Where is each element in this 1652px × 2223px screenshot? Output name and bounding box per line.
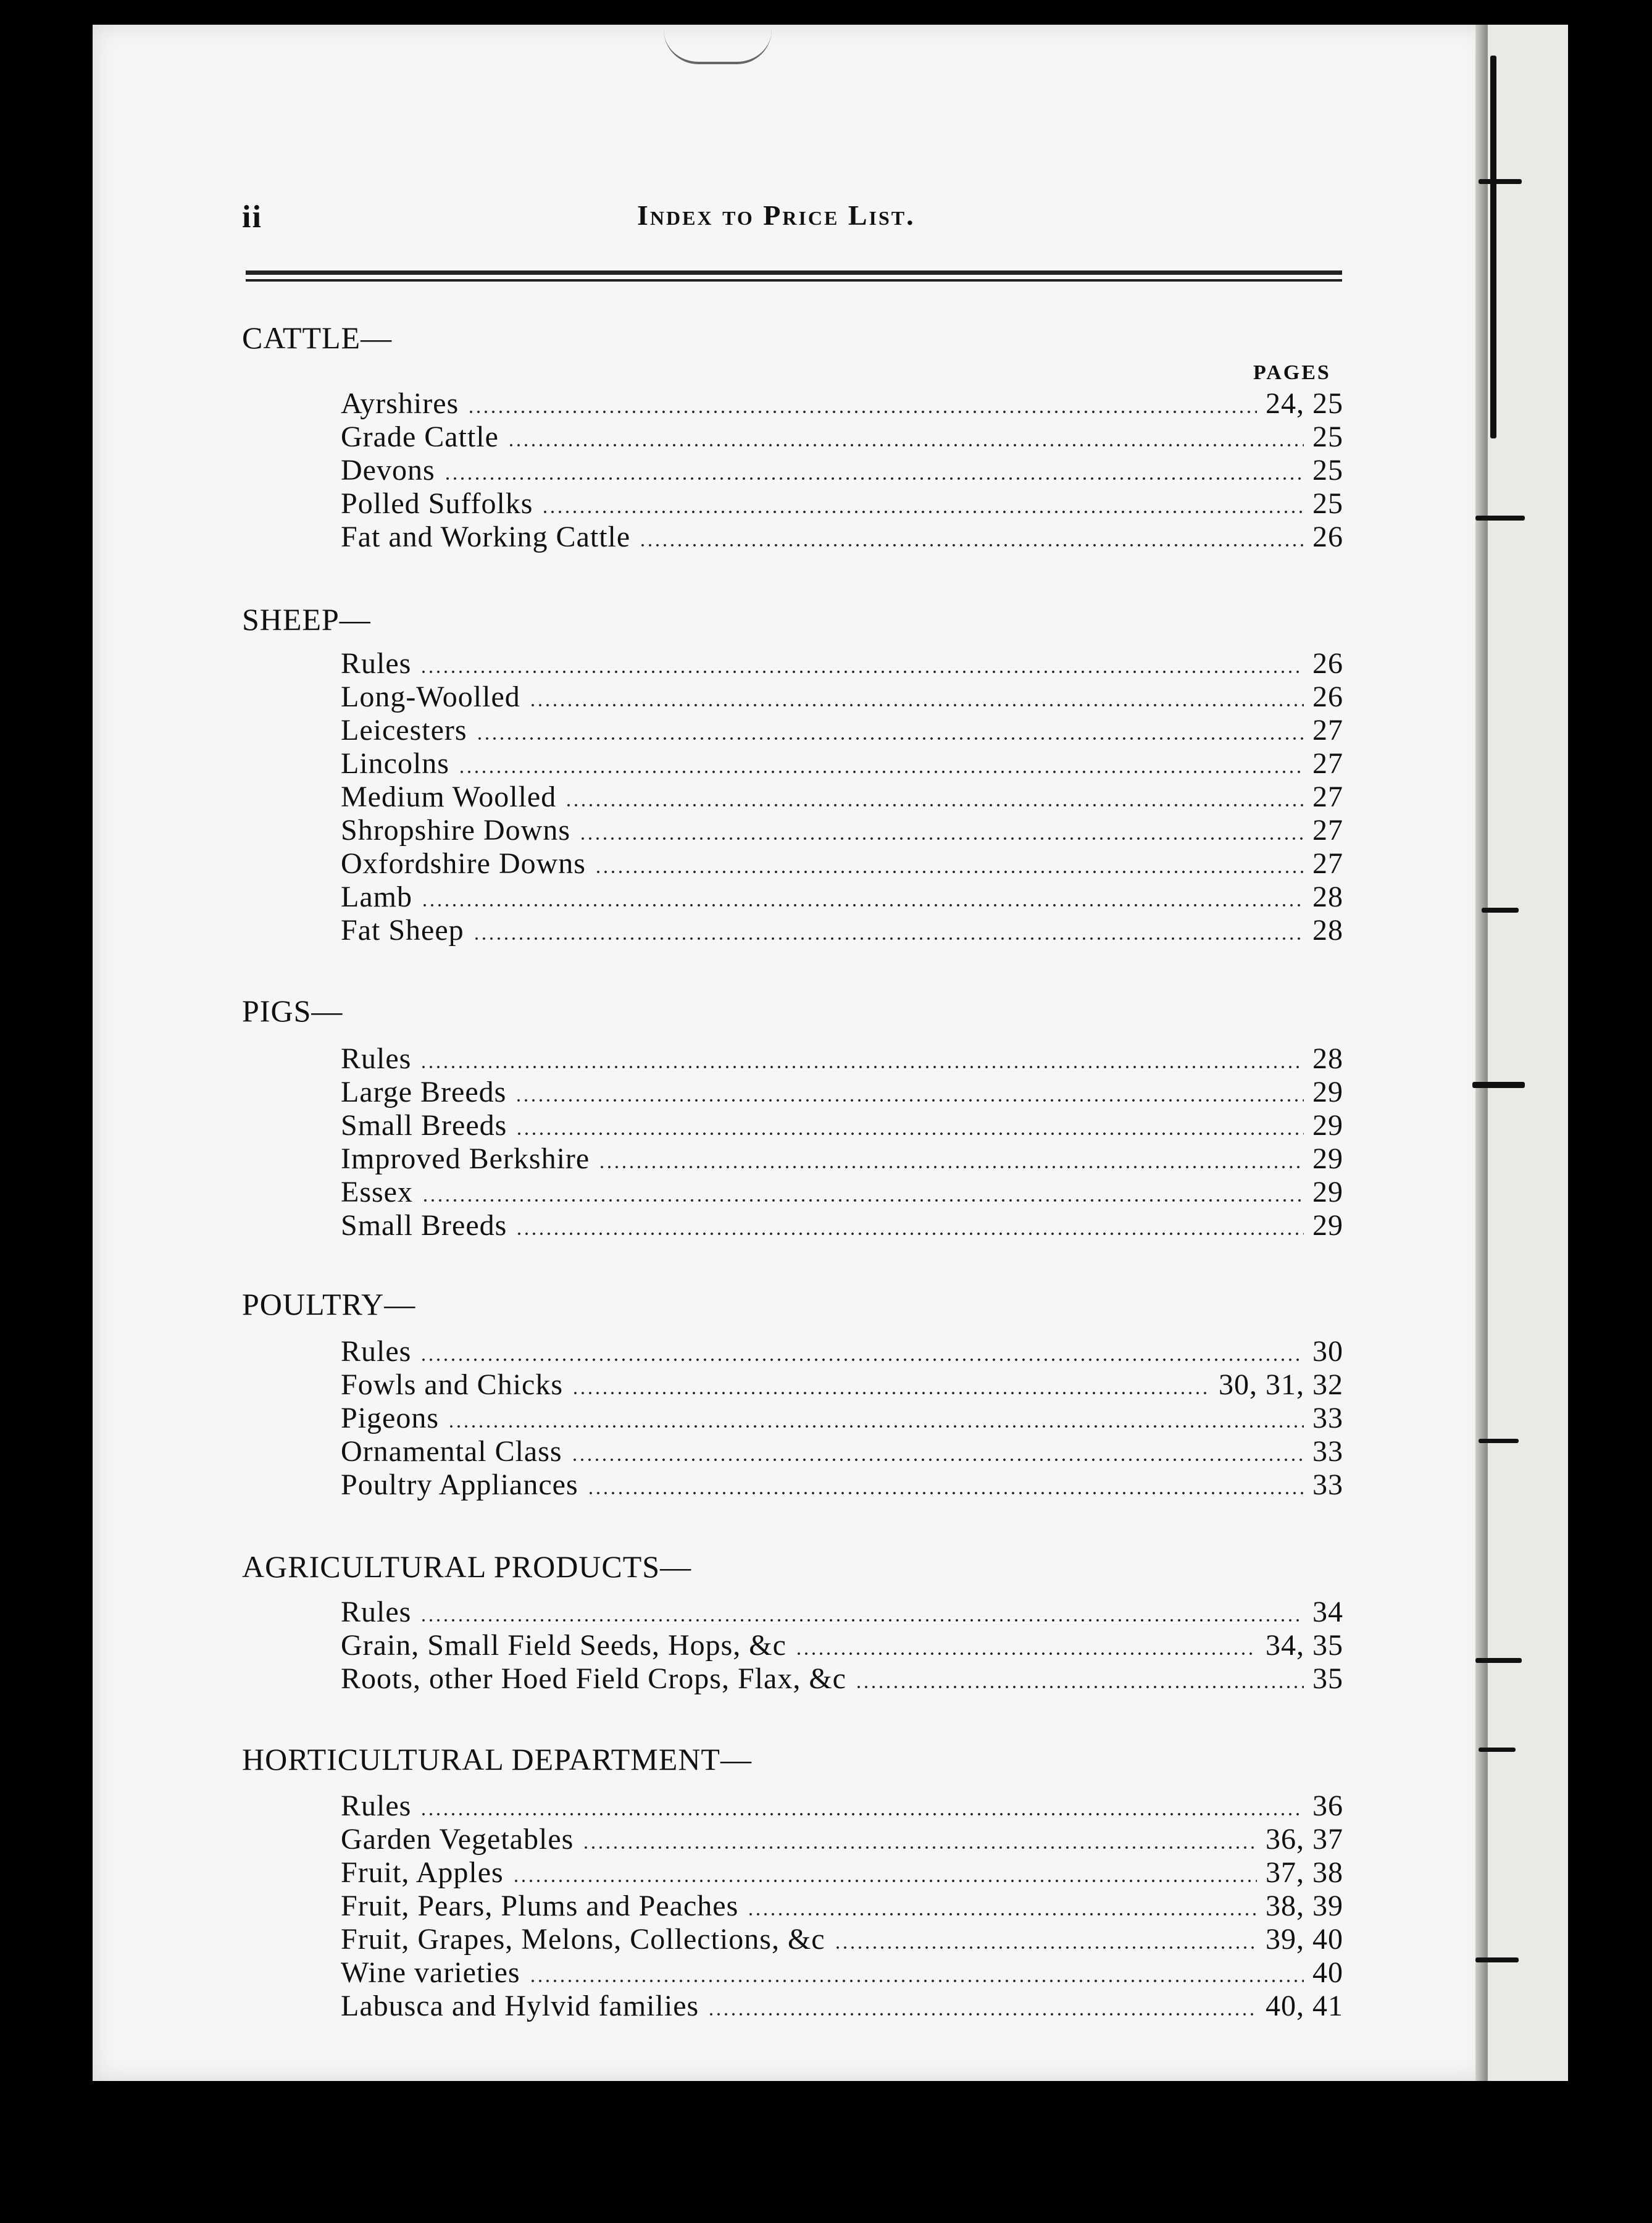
entry-label: Essex [341, 1176, 413, 1208]
entry-pages: 25 [1312, 421, 1343, 453]
index-entry [341, 1990, 1343, 2023]
section-heading-sheep: SHEEP— [242, 602, 371, 637]
dot-leader [598, 1166, 1304, 1168]
binding-thread [1490, 56, 1496, 438]
entry-label: Fruit, Grapes, Melons, Collections, &c [341, 1923, 825, 1956]
stitch-mark [1479, 1439, 1519, 1443]
entry-pages: 27 [1312, 714, 1343, 747]
entry-label: Rules [341, 1042, 412, 1075]
entry-label: Lamb [341, 881, 412, 913]
index-entry [341, 1368, 1343, 1402]
entry-label: Fruit, Pears, Plums and Peaches [341, 1890, 739, 1922]
index-entry [341, 421, 1343, 454]
dot-leader [422, 1199, 1304, 1202]
stitch-mark [1479, 179, 1522, 184]
entry-pages: 36 [1312, 1790, 1343, 1822]
page-header [242, 199, 1342, 236]
index-entry [341, 847, 1343, 881]
entry-pages: 39, 40 [1266, 1923, 1343, 1956]
entry-pages: 28 [1312, 881, 1343, 913]
entry-pages: 27 [1312, 814, 1343, 847]
entry-pages: 27 [1312, 847, 1343, 880]
index-entry [341, 387, 1343, 421]
entry-label: Poultry Appliances [341, 1468, 578, 1501]
entry-pages: 26 [1312, 647, 1343, 680]
entry-label: Fat Sheep [341, 914, 464, 947]
entry-pages: 29 [1312, 1142, 1343, 1175]
entry-pages: 27 [1312, 747, 1343, 780]
entry-pages: 37, 38 [1266, 1856, 1343, 1889]
index-entry [341, 1856, 1343, 1890]
entry-label: Lincolns [341, 747, 449, 780]
entry-pages: 33 [1312, 1435, 1343, 1468]
entry-label: Polled Suffolks [341, 487, 533, 520]
index-entry [341, 1923, 1343, 1956]
entry-label: Devons [341, 454, 435, 487]
dot-leader [512, 1880, 1257, 1882]
entry-pages: 24, 25 [1266, 387, 1343, 420]
entry-pages: 34 [1312, 1596, 1343, 1628]
section-heading-agricultural-products: AGRICULTURAL PRODUCTS— [242, 1549, 692, 1584]
index-entry [341, 1790, 1343, 1823]
dot-leader [529, 1980, 1304, 1982]
entry-label: Labusca and Hylvid families [341, 1990, 699, 2022]
entry-pages: 33 [1312, 1402, 1343, 1434]
entry-label: Small Breeds [341, 1109, 507, 1142]
entry-pages: 27 [1312, 781, 1343, 813]
index-entry [341, 1335, 1343, 1368]
entry-pages: 30 [1312, 1335, 1343, 1368]
dot-leader [420, 1619, 1304, 1622]
index-entry [341, 714, 1343, 747]
dot-leader [565, 804, 1304, 806]
dot-leader [467, 411, 1257, 413]
dot-leader [707, 2013, 1257, 2016]
index-entry [341, 881, 1343, 914]
index-entry [341, 454, 1343, 487]
dot-leader [834, 1946, 1257, 1949]
stitch-mark [1472, 1082, 1525, 1088]
dot-leader [420, 1358, 1304, 1361]
index-entry [341, 1042, 1343, 1076]
index-entry [341, 1468, 1343, 1502]
index-entry [341, 1142, 1343, 1176]
entry-label: Leicesters [341, 714, 467, 747]
entry-pages: 28 [1312, 914, 1343, 947]
entry-pages: 25 [1312, 454, 1343, 487]
dot-leader [639, 544, 1304, 546]
dot-leader [448, 1425, 1304, 1428]
index-entry [341, 1109, 1343, 1142]
index-entry [341, 521, 1343, 554]
stitch-mark [1479, 1748, 1516, 1752]
index-entry [341, 781, 1343, 814]
section-heading-cattle: CATTLE— [242, 320, 393, 355]
index-entry [341, 1956, 1343, 1990]
dot-leader [420, 1813, 1304, 1815]
stitch-mark [1475, 1658, 1522, 1663]
entry-label: Rules [341, 1335, 412, 1368]
entry-label: Small Breeds [341, 1209, 507, 1242]
header-rule [246, 270, 1342, 275]
index-entry [341, 487, 1343, 521]
entry-label: Large Breeds [341, 1076, 507, 1108]
entry-pages: 35 [1312, 1662, 1343, 1695]
dot-leader [420, 671, 1304, 673]
page-title: Index to Price List. [637, 199, 916, 231]
entry-label: Garden Vegetables [341, 1823, 574, 1856]
index-entry [341, 747, 1343, 781]
index-entry [341, 1596, 1343, 1629]
entry-pages: 30, 31, 32 [1219, 1368, 1343, 1401]
section-heading-horticultural-department: HORTICULTURAL DEPARTMENT— [242, 1742, 752, 1777]
entry-pages: 29 [1312, 1076, 1343, 1108]
entry-pages: 29 [1312, 1109, 1343, 1142]
page-number: ii [242, 199, 262, 235]
entry-pages: 26 [1312, 680, 1343, 713]
dot-leader [421, 904, 1304, 906]
dot-leader [582, 1846, 1257, 1849]
dot-leader [444, 477, 1304, 480]
index-entry [341, 1076, 1343, 1109]
dot-leader [515, 1132, 1304, 1135]
dot-leader [747, 1913, 1257, 1915]
entry-label: Pigeons [341, 1402, 440, 1434]
dot-leader [476, 737, 1304, 740]
entry-pages: 40, 41 [1266, 1990, 1343, 2022]
dot-leader [458, 771, 1304, 773]
entry-label: Fowls and Chicks [341, 1368, 564, 1401]
index-entry [341, 914, 1343, 947]
index-entry [341, 1209, 1343, 1242]
entry-pages: 29 [1312, 1209, 1343, 1242]
entry-pages: 29 [1312, 1176, 1343, 1208]
dot-leader [571, 1459, 1304, 1461]
entry-label: Grade Cattle [341, 421, 499, 453]
entry-label: Grain, Small Field Seeds, Hops, &c [341, 1629, 786, 1662]
dot-leader [594, 871, 1304, 873]
dot-leader [515, 1233, 1304, 1235]
entry-label: Roots, other Hoed Field Crops, Flax, &c [341, 1662, 846, 1695]
stitch-mark [1482, 908, 1519, 913]
entry-pages: 38, 39 [1266, 1890, 1343, 1922]
pages-column-label: PAGES [1253, 361, 1331, 384]
dot-leader [420, 1066, 1304, 1068]
dot-leader [515, 1099, 1304, 1102]
dot-leader [507, 444, 1304, 446]
entry-label: Ayrshires [341, 387, 459, 420]
entry-pages: 36, 37 [1266, 1823, 1343, 1856]
entry-label: Oxfordshire Downs [341, 847, 586, 880]
dot-leader [587, 1492, 1304, 1494]
entry-pages: 25 [1312, 487, 1343, 520]
entry-label: Shropshire Downs [341, 814, 570, 847]
entry-label: Fruit, Apples [341, 1856, 504, 1889]
facing-page-edge [1488, 25, 1568, 2081]
index-entry [341, 647, 1343, 680]
dot-leader [541, 511, 1304, 513]
entry-pages: 34, 35 [1266, 1629, 1343, 1662]
index-entry [341, 680, 1343, 714]
index-entry [341, 1890, 1343, 1923]
entry-label: Wine varieties [341, 1956, 520, 1989]
index-entry [341, 814, 1343, 847]
entry-label: Rules [341, 1790, 412, 1822]
index-entry [341, 1402, 1343, 1435]
dot-leader [473, 937, 1304, 940]
index-entry [341, 1176, 1343, 1209]
entry-label: Long-Woolled [341, 680, 520, 713]
entry-pages: 28 [1312, 1042, 1343, 1075]
entry-pages: 26 [1312, 521, 1343, 553]
entry-label: Ornamental Class [341, 1435, 562, 1468]
dot-leader [855, 1686, 1304, 1688]
entry-pages: 40 [1312, 1956, 1343, 1989]
index-entry [341, 1435, 1343, 1468]
dot-leader [579, 837, 1304, 840]
stitch-mark [1475, 1957, 1519, 1962]
header-rule [246, 279, 1342, 282]
entry-label: Improved Berkshire [341, 1142, 590, 1175]
dot-leader [572, 1392, 1210, 1394]
section-heading-poultry: POULTRY— [242, 1287, 416, 1321]
entry-label: Fat and Working Cattle [341, 521, 631, 553]
entry-pages: 33 [1312, 1468, 1343, 1501]
section-heading-pigs: PIGS— [242, 994, 343, 1028]
index-entry [341, 1662, 1343, 1696]
entry-label: Rules [341, 1596, 412, 1628]
dot-leader [795, 1652, 1257, 1655]
index-entry [341, 1629, 1343, 1662]
index-entry [341, 1823, 1343, 1856]
dot-leader [529, 704, 1304, 706]
entry-label: Medium Woolled [341, 781, 557, 813]
stitch-mark [1475, 516, 1525, 521]
entry-label: Rules [341, 647, 412, 680]
